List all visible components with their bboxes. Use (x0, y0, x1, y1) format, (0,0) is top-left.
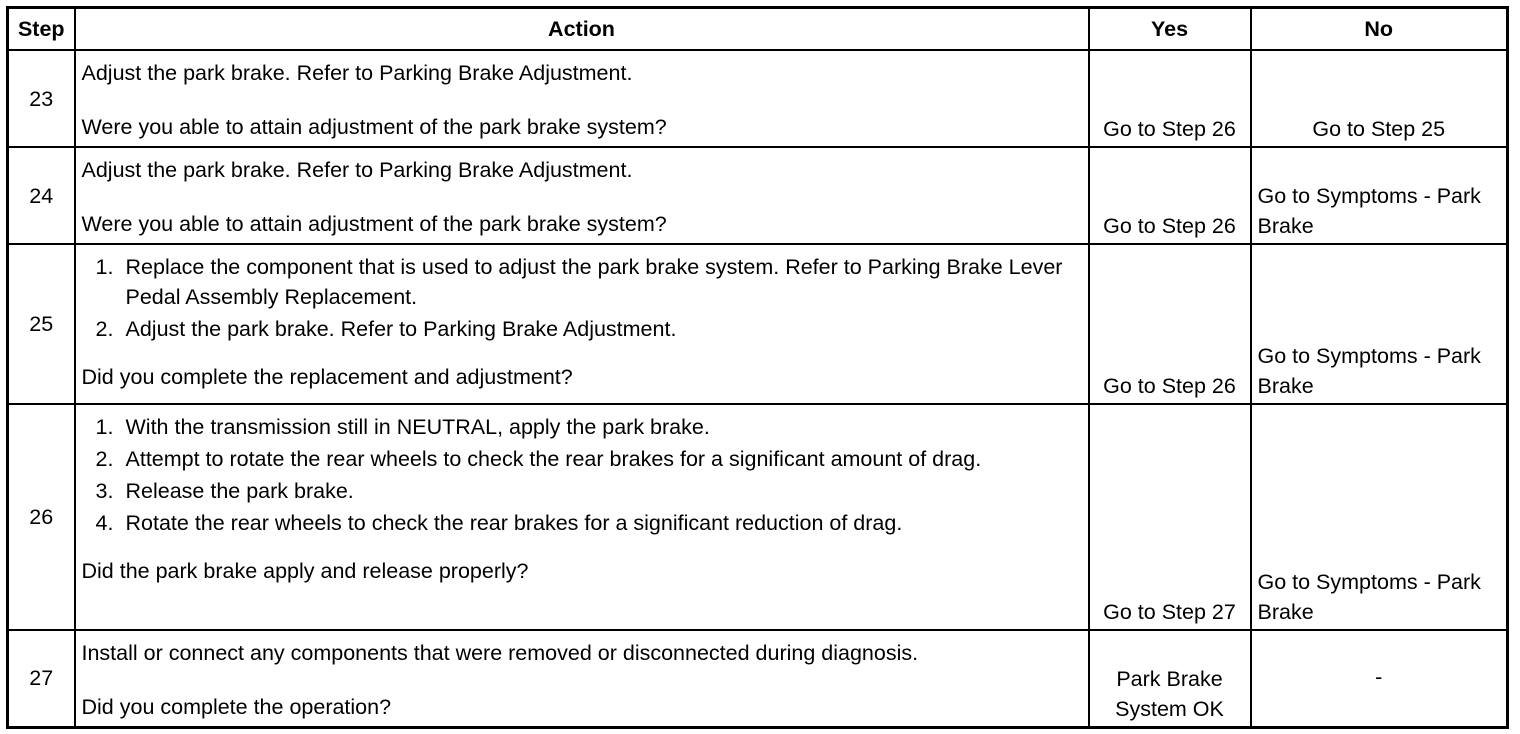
header-row (8, 8, 1508, 51)
yes-result: Go to Step 26 (1103, 214, 1236, 238)
no-result: Go to Step 25 (1312, 117, 1446, 141)
header-step: Step (8, 8, 75, 51)
table-row (8, 630, 1508, 727)
action-question: Did you complete the replacement and adjustment? (81, 365, 573, 389)
no-result: Go to Symptoms - Park Brake (1257, 570, 1481, 624)
action-cell (75, 147, 1089, 244)
table-row (8, 244, 1508, 404)
table-row (8, 147, 1508, 244)
list-item (82, 252, 1082, 312)
no-cell (1251, 630, 1508, 727)
step-number: 27 (8, 630, 75, 727)
action-question: Did you complete the operation? (81, 695, 392, 719)
no-cell (1251, 404, 1508, 630)
no-cell (1251, 244, 1508, 404)
header-yes: Yes (1089, 8, 1251, 51)
list-item-text: Replace the component that is used to adjust the park brake system. Refer to Parking Brake Lever Pedal Assembly Replacement. (125, 255, 1063, 309)
header-action: Action (75, 8, 1089, 51)
list-item-number: 3. (95, 479, 114, 503)
action-cell (75, 50, 1089, 147)
no-result: - (1375, 665, 1383, 690)
list-item-text: With the transmission still in NEUTRAL, apply the park brake. (125, 415, 710, 439)
list-item-text: Attempt to rotate the rear wheels to check the rear brakes for a significant amount of drag. (125, 447, 982, 471)
action-text: Adjust the park brake. Refer to Parking Brake Adjustment. (81, 61, 633, 85)
header-no: No (1251, 8, 1508, 51)
yes-cell (1089, 404, 1251, 630)
action-steps-list (82, 252, 1082, 344)
action-text: Install or connect any components that were removed or disconnected during diagnosis. (81, 641, 919, 665)
no-result: Go to Symptoms - Park Brake (1257, 184, 1481, 238)
action-cell (75, 630, 1089, 727)
yes-cell (1089, 50, 1251, 147)
no-cell (1251, 147, 1508, 244)
no-cell (1251, 50, 1508, 147)
list-item-text: Rotate the rear wheels to check the rear brakes for a significant reduction of drag. (125, 511, 903, 535)
list-item (82, 444, 1082, 474)
yes-cell (1089, 244, 1251, 404)
list-item (82, 314, 1082, 344)
diagnostic-table (6, 6, 1509, 729)
action-question: Were you able to attain adjustment of the park brake system? (81, 212, 667, 236)
list-item-number: 4. (95, 511, 114, 535)
yes-cell (1089, 147, 1251, 244)
no-result: Go to Symptoms - Park Brake (1257, 344, 1481, 398)
action-cell (75, 244, 1089, 404)
action-steps-list (82, 412, 1082, 538)
list-item-number: 2. (95, 317, 114, 341)
action-question: Did the park brake apply and release properly? (81, 559, 529, 583)
step-number: 26 (8, 404, 75, 630)
step-number: 24 (8, 147, 75, 244)
list-item (82, 412, 1082, 442)
table-row (8, 404, 1508, 630)
yes-result: Go to Step 27 (1103, 600, 1236, 624)
action-question: Were you able to attain adjustment of the park brake system? (81, 115, 667, 139)
action-cell (75, 404, 1089, 630)
step-number: 23 (8, 50, 75, 147)
list-item-text: Adjust the park brake. Refer to Parking Brake Adjustment. (125, 317, 677, 341)
list-item-number: 2. (95, 447, 114, 471)
yes-result: Go to Step 26 (1103, 374, 1236, 398)
list-item-number: 1. (95, 255, 114, 279)
step-number: 25 (8, 244, 75, 404)
list-item (82, 476, 1082, 506)
yes-result: Park Brake System OK (1115, 666, 1224, 721)
action-text: Adjust the park brake. Refer to Parking Brake Adjustment. (81, 158, 633, 182)
table-row (8, 50, 1508, 147)
yes-cell (1089, 630, 1251, 727)
list-item-number: 1. (95, 415, 114, 439)
list-item (82, 508, 1082, 538)
yes-result: Go to Step 26 (1103, 117, 1236, 141)
list-item-text: Release the park brake. (125, 479, 354, 503)
